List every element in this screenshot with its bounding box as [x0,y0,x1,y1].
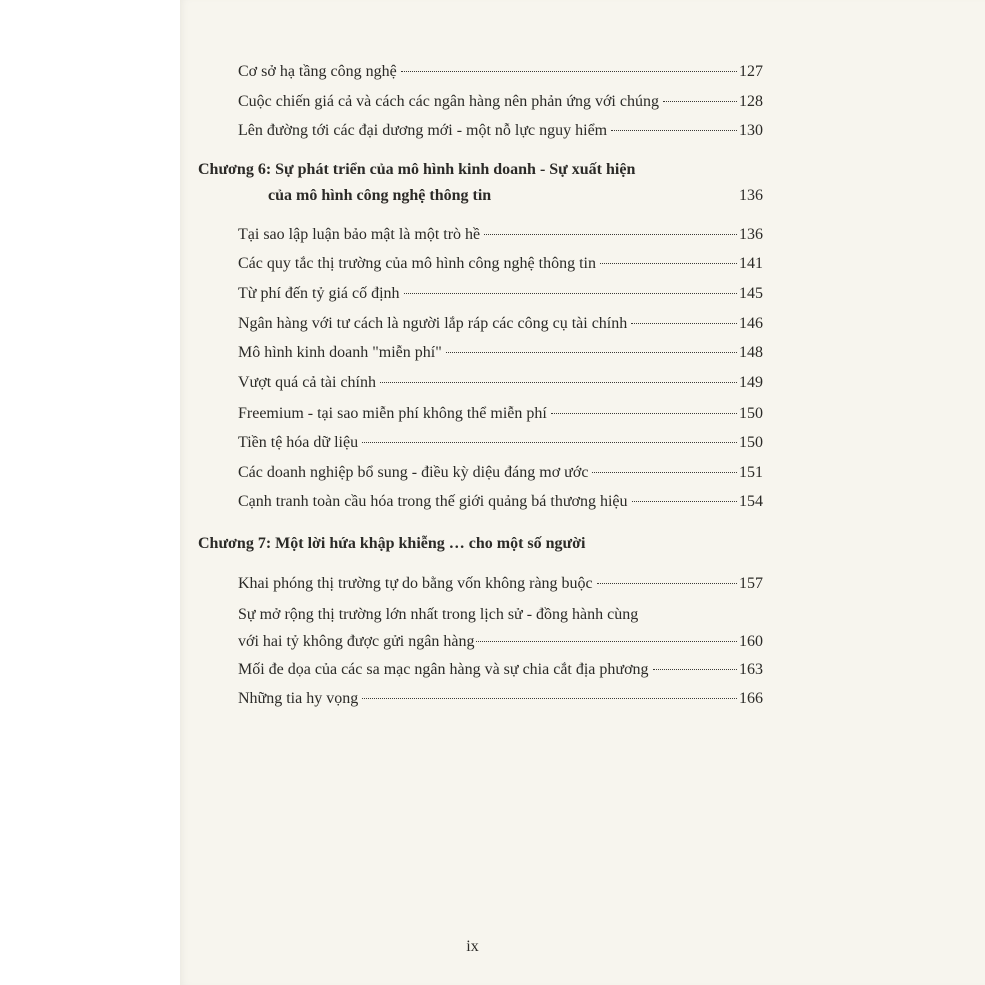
dot-leader [600,263,737,264]
toc-entry [238,373,763,393]
toc-entry [238,314,763,334]
dot-leader [653,669,737,670]
toc-entry-title: Tiền tệ hóa dữ liệu [238,434,359,451]
page-number: ix [466,938,479,955]
toc-entry [238,254,763,274]
dot-leader [446,352,737,353]
toc-entry-page: 128 [739,93,763,110]
dot-leader [484,234,737,235]
dot-leader [380,382,737,383]
toc-entry-title: Lên đường tới các đại dương mới - một nỗ lực nguy hiểm [238,122,608,139]
toc-entry-title: Cơ sở hạ tầng công nghệ [238,63,397,80]
toc-entry [238,492,763,512]
dot-leader [551,413,737,414]
toc-entry-multiline [238,601,763,655]
toc-entry [238,660,763,680]
toc-entry-title-line2: với hai tỷ không được gửi ngân hàng [238,633,475,650]
dot-leader [632,501,738,502]
toc-entry-title: Khai phóng thị trường tự do bằng vốn không ràng buộc [238,575,593,592]
dot-leader [404,293,737,294]
toc-entry-page: 150 [739,405,763,422]
dot-leader [663,101,737,102]
dot-leader [611,130,737,131]
toc-entry-title: Tại sao lập luận bảo mật là một trò hề [238,226,481,243]
toc-entry-page: 148 [739,344,763,361]
dot-leader [362,698,737,699]
toc-entry-title: Ngân hàng với tư cách là người lắp ráp các công cụ tài chính [238,315,628,332]
toc-entry [238,121,763,141]
chapter-title-line1: Chương 6: Sự phát triển của mô hình kinh doanh - Sự xuất hiện [198,161,636,178]
toc-entry-page: 154 [739,493,763,510]
dot-leader [592,472,737,473]
toc-entry-title: Từ phí đến tỷ giá cố định [238,285,400,302]
chapter-heading [198,531,763,557]
toc-entry [238,574,763,594]
toc-entry-page: 166 [739,690,763,707]
toc-entry-title: Vượt quá cả tài chính [238,374,376,391]
dot-leader [401,71,737,72]
toc-entry-title: Những tia hy vọng [238,690,359,707]
toc-entry [238,689,763,709]
dot-leader [631,323,737,324]
toc-entry [238,463,763,483]
toc-entry [238,225,763,245]
toc-entry-page: 136 [739,226,763,243]
toc-entry-page: 150 [739,434,763,451]
toc-entry [238,92,763,112]
toc-entry [238,62,763,82]
toc-entry-page: 163 [739,661,763,678]
toc-entry-page: 146 [739,315,763,332]
chapter-heading [198,157,763,209]
toc-entry-title: Cuộc chiến giá cả và cách các ngân hàng nên phản ứng với chúng [238,93,659,110]
chapter-title-line1: Chương 7: Một lời hứa khập khiễng … cho một số người [198,535,586,552]
toc-entry-page: 149 [739,374,763,391]
dot-leader [597,583,737,584]
dot-leader [476,641,737,642]
toc-entry-title: Các quy tắc thị trường của mô hình công nghệ thông tin [238,255,596,272]
toc-entry-page: 151 [739,464,763,481]
toc-entry-title: Freemium - tại sao miễn phí không thể miễn phí [238,405,547,422]
toc-entry [238,404,763,424]
toc-entry [238,343,763,363]
toc-entry-page: 145 [739,285,763,302]
toc-entry-page: 157 [739,575,763,592]
toc-entry-row2 [238,628,763,655]
toc-entry-title: Các doanh nghiệp bổ sung - điều kỳ diệu đáng mơ ước [238,464,589,481]
toc-entry-title: Mối đe dọa của các sa mạc ngân hàng và sự chia cắt địa phương [238,661,649,678]
toc-entry [238,284,763,304]
toc-entry-page: 130 [739,122,763,139]
chapter-page: 136 [739,187,763,204]
toc-entry-title: Cạnh tranh toàn cầu hóa trong thế giới quảng bá thương hiệu [238,493,628,510]
toc-entry-title: Mô hình kinh doanh "miễn phí" [238,344,442,361]
toc-entry [238,433,763,453]
toc-entry-page: 127 [739,63,763,80]
chapter-title-line2: của mô hình công nghệ thông tin [268,187,492,204]
chapter-title-line2-row [198,183,763,209]
toc-entry-title-line1: Sự mở rộng thị trường lớn nhất trong lịch sử - đồng hành cùng [238,606,639,623]
toc-entry-page: 160 [739,633,763,650]
dot-leader [362,442,737,443]
toc-entry-page: 141 [739,255,763,272]
